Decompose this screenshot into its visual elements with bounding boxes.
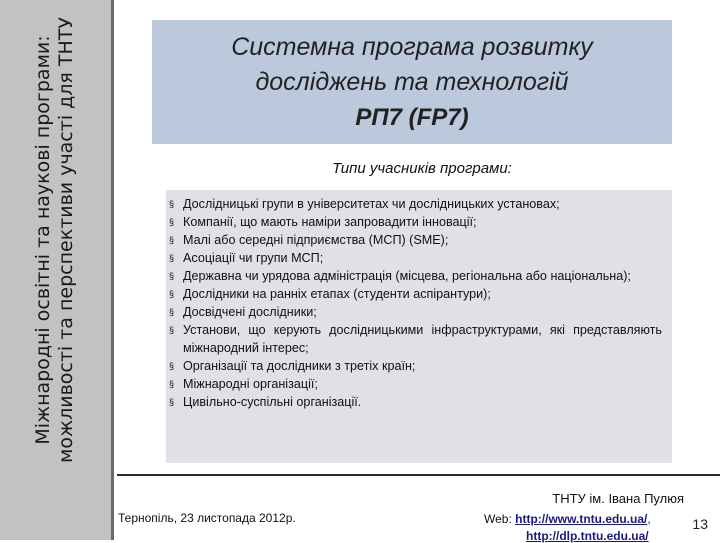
list-item bbox=[166, 231, 662, 249]
web-label: Web: bbox=[484, 512, 512, 526]
vertical-title-line2: можливості та перспективи участі для ТНТУ bbox=[55, 17, 77, 463]
list-item bbox=[166, 285, 662, 303]
list-item bbox=[166, 213, 662, 231]
list-item bbox=[166, 195, 662, 213]
vertical-title-line1: Міжнародні освітні та наукові програми: bbox=[32, 35, 54, 445]
list-item-text: Установи, що керують дослідницькими інфраструктурами, які представляють міжнародний інтерес; bbox=[183, 323, 662, 355]
bullet-icon: § bbox=[169, 379, 175, 389]
list-item bbox=[166, 249, 662, 267]
bullet-icon: § bbox=[169, 271, 175, 281]
bullet-icon: § bbox=[169, 289, 175, 299]
bullet-icon: § bbox=[169, 307, 175, 317]
list-item-text: Компанії, що мають наміри запровадити інновації; bbox=[183, 215, 477, 229]
url-link-main[interactable]: http://www.tntu.edu.ua/ bbox=[515, 512, 648, 526]
sidebar-divider bbox=[111, 0, 114, 540]
list-item-text: Досвідчені дослідники; bbox=[183, 305, 317, 319]
title-line1: Системна програма розвитку bbox=[231, 32, 593, 61]
list-item bbox=[166, 321, 662, 357]
page-number: 13 bbox=[692, 516, 708, 532]
url-link-dlp[interactable]: http://dlp.tntu.edu.ua/ bbox=[526, 529, 649, 543]
bullet-icon: § bbox=[169, 253, 175, 263]
title-line3: РП7 (FP7) bbox=[355, 103, 469, 131]
participant-types-panel bbox=[166, 190, 672, 463]
list-item bbox=[166, 267, 662, 285]
list-item-text: Дослідницькі групи в університетах чи дослідницьких установах; bbox=[183, 197, 560, 211]
vertical-title bbox=[5, 0, 105, 480]
url-separator: , bbox=[647, 512, 651, 526]
bullet-icon: § bbox=[169, 199, 175, 209]
bullet-icon: § bbox=[169, 325, 175, 335]
list-item-text: Державна чи урядова адміністрація (місцева, регіональна або національна); bbox=[183, 269, 631, 283]
list-item bbox=[166, 303, 662, 321]
slide-title bbox=[152, 20, 672, 144]
footer-organization: ТНТУ ім. Івана Пулюя bbox=[552, 491, 684, 506]
bullet-icon: § bbox=[169, 217, 175, 227]
footer-place-date: Тернопіль, 23 листопада 2012р. bbox=[118, 511, 296, 525]
bullet-icon: § bbox=[169, 397, 175, 407]
title-line2: досліджень та технологій bbox=[255, 67, 569, 96]
list-item-text: Міжнародні організації; bbox=[183, 377, 318, 391]
list-item bbox=[166, 357, 662, 375]
footer-web bbox=[484, 512, 651, 526]
list-item-text: Організації та дослідники з третіх країн; bbox=[183, 359, 416, 373]
list-item-text: Цивільно-суспільні організації. bbox=[183, 395, 362, 409]
list-item bbox=[166, 375, 662, 393]
footer-divider bbox=[117, 474, 720, 476]
list-item-text: Асоціації чи групи МСП; bbox=[183, 251, 324, 265]
list-item-text: Дослідники на ранніх етапах (студенти аспірантури); bbox=[183, 287, 491, 301]
section-subtitle: Типи учасників програми: bbox=[332, 160, 512, 177]
bullet-icon: § bbox=[169, 361, 175, 371]
list-item bbox=[166, 393, 662, 411]
list-item-text: Малі або середні підприємства (МСП) (SME); bbox=[183, 233, 449, 247]
participant-types-list bbox=[166, 190, 672, 411]
bullet-icon: § bbox=[169, 235, 175, 245]
